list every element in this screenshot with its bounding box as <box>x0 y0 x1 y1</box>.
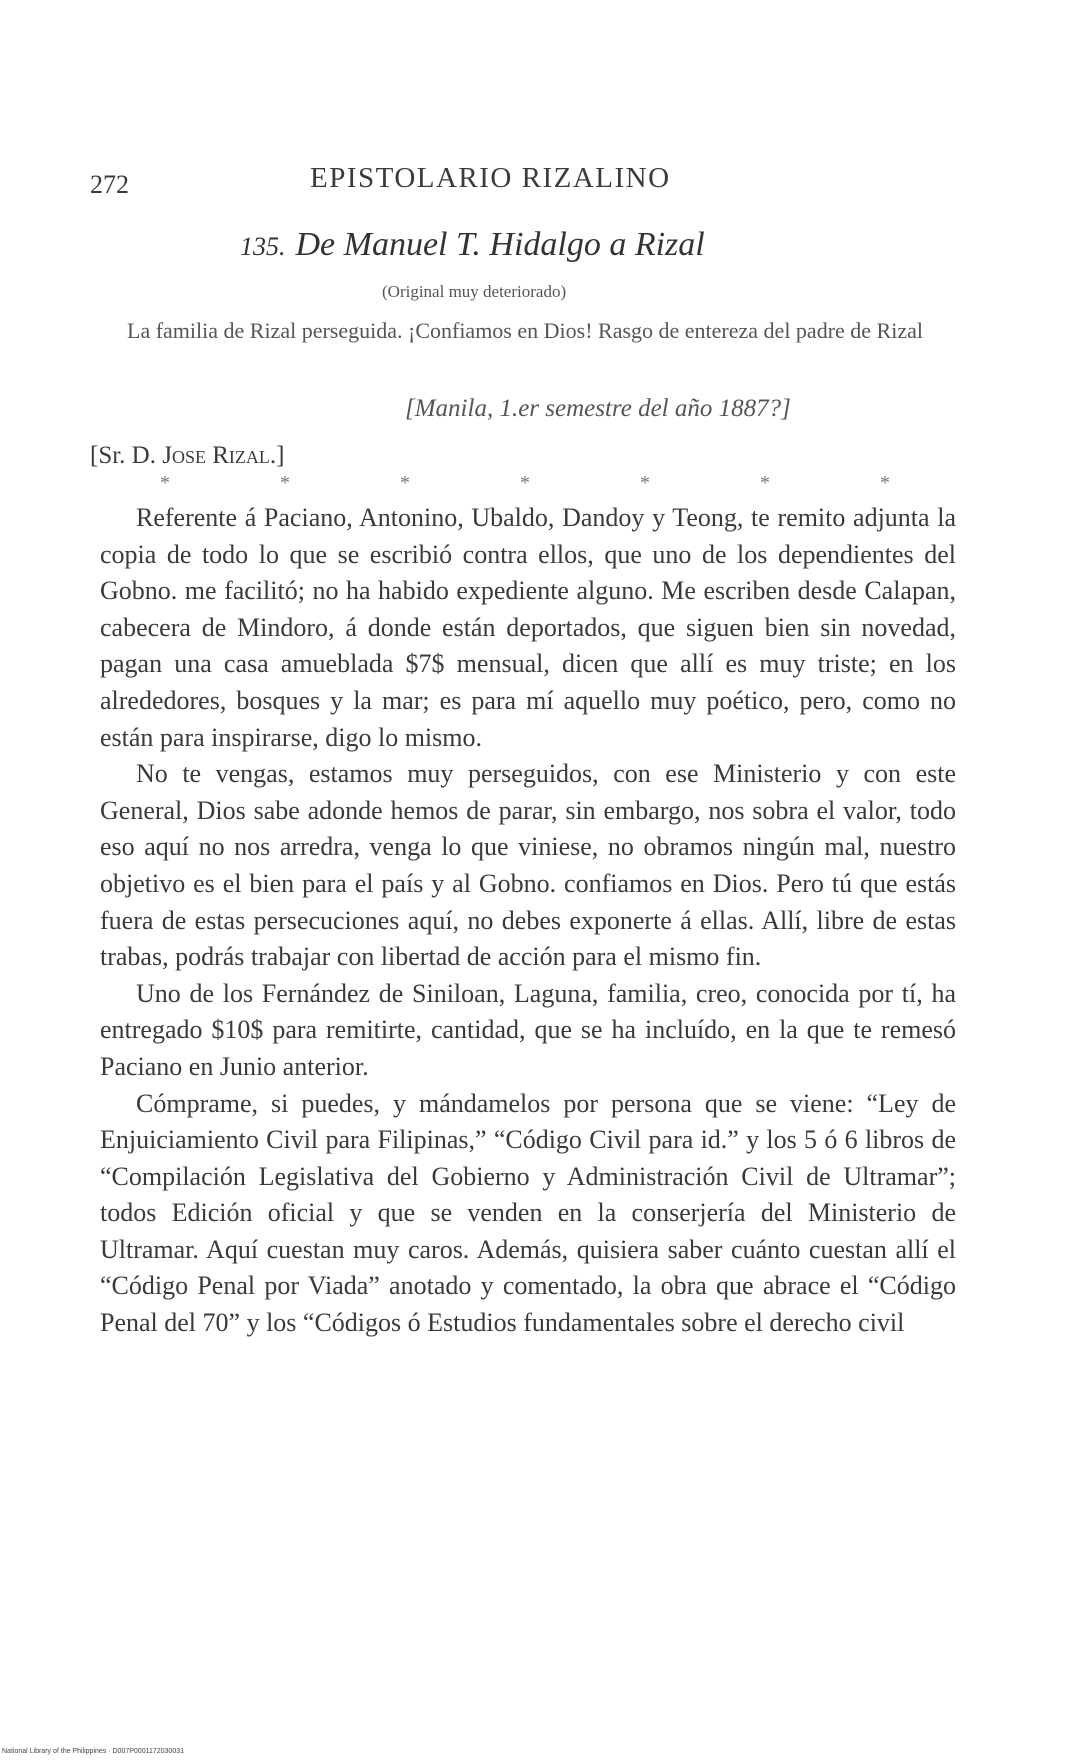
star-mark: * <box>280 472 290 494</box>
letter-summary: La familia de Rizal perseguida. ¡Confiamos en Dios! Rasgo de entereza del padre de Rizal <box>127 318 923 343</box>
star-mark: * <box>880 472 890 494</box>
letter-body <box>100 500 956 1342</box>
running-head <box>90 162 970 202</box>
body-paragraph: Referente á Paciano, Antonino, Ubaldo, Dandoy y Teong, te remito adjunta la copia de todo lo que se escribió contra ellos, que uno de los dependientes del Gobno. me facilitó; no ha habido expediente alguno. Me escriben desde Calapan, cabecera de Mindoro, á donde están deportados, que siguen bien sin novedad, pagan una casa amueblada $7$ mensual, dicen que allí es muy triste; en los alrededores, bosques y la mar; es para mí aquello muy poético, pero, como no están para inspirarse, digo lo mismo. <box>100 503 956 752</box>
star-mark: * <box>520 472 530 494</box>
letter-condition-note: (Original muy deteriorado) <box>382 282 567 301</box>
dateline: [Manila, 1.er semestre del año 1887?] <box>405 395 791 422</box>
recipient-prefix: [Sr. D. <box>90 442 163 469</box>
star-mark: * <box>760 472 770 494</box>
body-paragraph: No te vengas, estamos muy perseguidos, con ese Ministerio y con este General, Dios sabe adonde hemos de parar, sin embargo, nos sobra el valor, todo eso aquí no nos arredra, venga lo que viniese, no obramos ningún mal, nuestro objetivo es el bien para el país y al Gobno. confiamos en Dios. Pero tú que estás fuera de estas persecuciones aquí, no debes exponerte á ellas. Allí, libre de estas trabas, podrás trabajar con libertad de acción para el mismo fin. <box>100 759 956 972</box>
star-mark: * <box>400 472 410 494</box>
star-mark: * <box>160 472 170 494</box>
book-title: EPISTOLARIO RIZALINO <box>310 162 671 194</box>
page-number: 272 <box>90 170 129 199</box>
body-paragraph: Cómprame, si puedes, y mándamelos por persona que se viene: “Ley de Enjuiciamiento Civil para Filipinas,” “Código Civil para id.” y los 5 ó 6 libros de “Compilación Legislativa del Gobierno y Administración Civil de Ultramar”; todos Edición oficial y que se venden en la conserjería del Ministerio de Ultramar. Aquí cuestan muy caros. Además, quisiera saber cuánto cuestan allí el “Código Penal por Viada” anotado y comentado, la obra que abrace el “Código Penal del 70” y los “Códigos ó Estudios fundamentales sobre el derecho civil <box>100 1088 956 1338</box>
letter-heading <box>240 226 705 264</box>
recipient-line <box>90 442 284 470</box>
body-paragraph: Uno de los Fernández de Siniloan, Laguna, familia, creo, conocida por tí, ha entregado $10$ para remitirte, cantidad, que se ha incluído, en la que te remesó Paciano en Junio anterior. <box>100 978 956 1081</box>
letter-number: 135. <box>240 232 286 261</box>
ellipsis-stars <box>160 472 890 495</box>
letter-title: De Manuel T. Hidalgo a Rizal <box>295 226 705 263</box>
star-mark: * <box>640 472 650 494</box>
scan-credit: National Library of the Philippines · D007P0001172030031 <box>2 1748 184 1755</box>
recipient-name: Jose Rizal <box>162 442 270 469</box>
recipient-suffix: .] <box>269 442 285 469</box>
